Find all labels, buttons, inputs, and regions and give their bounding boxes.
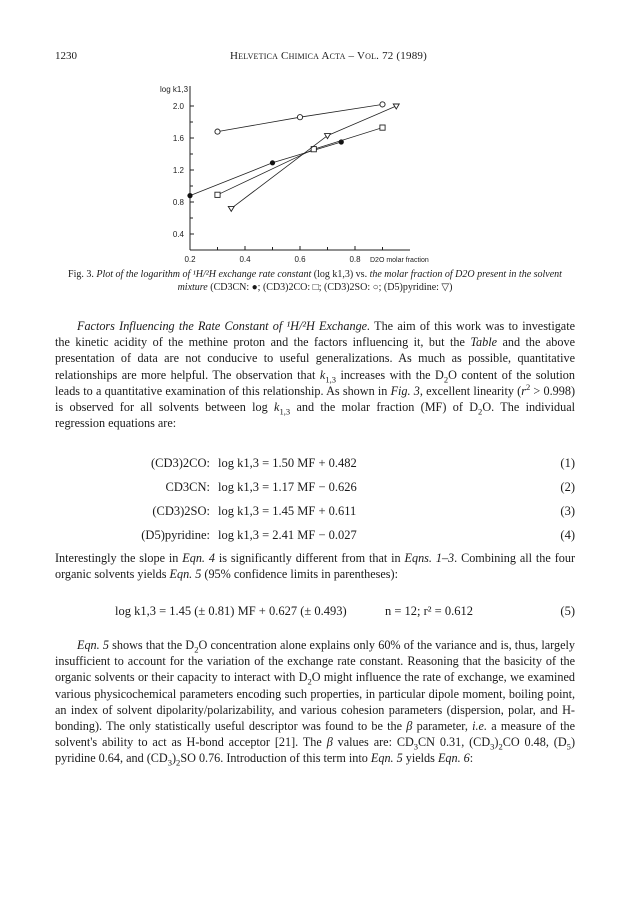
- caption-mid: (log k1,3) vs.: [313, 269, 368, 280]
- data-point: [215, 192, 220, 197]
- y-tick-label: 2.0: [172, 102, 184, 111]
- paragraph-3: Eqn. 5 shows that the $D_2O$ concentration alone explains only 60% of the variance and is, thus, largely insufficient to account for the variation of the exchange rate constant. Reasoning that the basicity of the organic solvents or their capacity to interact with $D_2O$ might influence the rate of exchange, we examined various physicochemical parameters encoding such properties, in particular dipole moment, boiling point, an index of solvent dipolarity/polarizability, and various cohesion parameters (dispersion, polar, and H-bonding). The only statistically useful descriptor was found to be the β parameter, i.e. a measure of the solvent's ability to act as H-bond acceptor [21]. The β values are: $CD_3CN$ 0.31, $(CD_3)_2CO$ 0.48, $(D_5)$ pyridine 0.64, and $(CD_3)_2SO$ 0.76. Introduction of this term into Eqn. 5 yields Eqn. 6:: [55, 638, 575, 768]
- equation-5: log k1,3 = 1.45 (± 0.81) MF + 0.627 (± 0.493) n = 12; r² = 0.612 (5): [115, 604, 575, 618]
- running-head: Helvetica Chimica Acta – Vol. 72 (1989): [230, 50, 427, 62]
- caption-legend: (CD3CN: ●; (CD3)2CO: □; (CD3)2SO: ○; (D5)pyridine: ▽): [210, 282, 453, 293]
- data-point: [380, 125, 385, 130]
- data-point: [215, 129, 220, 134]
- y-tick-label: 0.4: [172, 230, 184, 239]
- x-tick-label: 0.6: [294, 255, 306, 264]
- figure-caption: [55, 268, 575, 294]
- caption-italic-2: the molar fraction of D2O present in the solvent mixture: [177, 269, 562, 293]
- data-point: [187, 193, 192, 198]
- data-point: [270, 160, 275, 165]
- equation-5-stats: n = 12; r² = 0.612: [385, 604, 473, 618]
- data-point: [380, 102, 385, 107]
- x-tick-label: 0.2: [184, 255, 196, 264]
- series-line: [190, 142, 341, 196]
- figure-3-chart: [150, 80, 450, 265]
- x-tick-label: 0.4: [239, 255, 251, 264]
- paragraph-2: Interestingly the slope in Eqn. 4 is significantly different from that in Eqns. 1–3. Combining all the four organic solvents yields Eqn. 5 (95% confidence limits in parentheses):: [55, 551, 576, 582]
- data-point: [228, 206, 234, 211]
- data-point: [325, 134, 331, 139]
- paragraph-1: Factors Influencing the Rate Constant of ¹H/²H Exchange. The aim of this work was to investigate the kinetic acidity of the methine proton and the factors influencing it, but the Table and the above presentation of data are not conducive to useful generalizations. As much as possible, quantitative relationships are more helpful. The observation that $k_{1,3}$ increases with the $D_2O$ content of the solution leads to a quantitative examination of this relationship. As shown in Fig. 3, excellent linearity $(r^2 > 0.998)$ is observed for all solvents between $\log k_{1,3}$ and the molar fraction (MF) of $D_2O$. The individual regression equations are:: [55, 319, 576, 431]
- series-line: [218, 128, 383, 195]
- page-number: 1230: [55, 50, 77, 62]
- y-axis-label: log k1,3: [160, 85, 189, 94]
- y-tick-label: 1.2: [172, 166, 184, 175]
- equation-3: (CD3)2SO: log k1,3 = 1.45 MF + 0.611 (3): [152, 504, 575, 518]
- caption-italic: Plot of the logarithm of ¹H/²H exchange rate constant: [96, 269, 312, 280]
- equation-2: CD3CN: log k1,3 = 1.17 MF − 0.626 (2): [165, 480, 575, 494]
- equation-4: (D5)pyridine: log k1,3 = 2.41 MF − 0.027 (4): [141, 528, 575, 542]
- equation-1: (CD3)2CO: log k1,3 = 1.50 MF + 0.482 (1): [150, 456, 575, 470]
- data-point: [297, 115, 302, 120]
- x-tick-label: 0.8: [349, 255, 361, 264]
- y-tick-label: 1.6: [172, 134, 184, 143]
- series-line: [231, 106, 396, 208]
- caption-label: Fig. 3.: [68, 269, 94, 280]
- y-tick-label: 0.8: [172, 198, 184, 207]
- x-axis-label: D2O molar fraction: [370, 257, 429, 264]
